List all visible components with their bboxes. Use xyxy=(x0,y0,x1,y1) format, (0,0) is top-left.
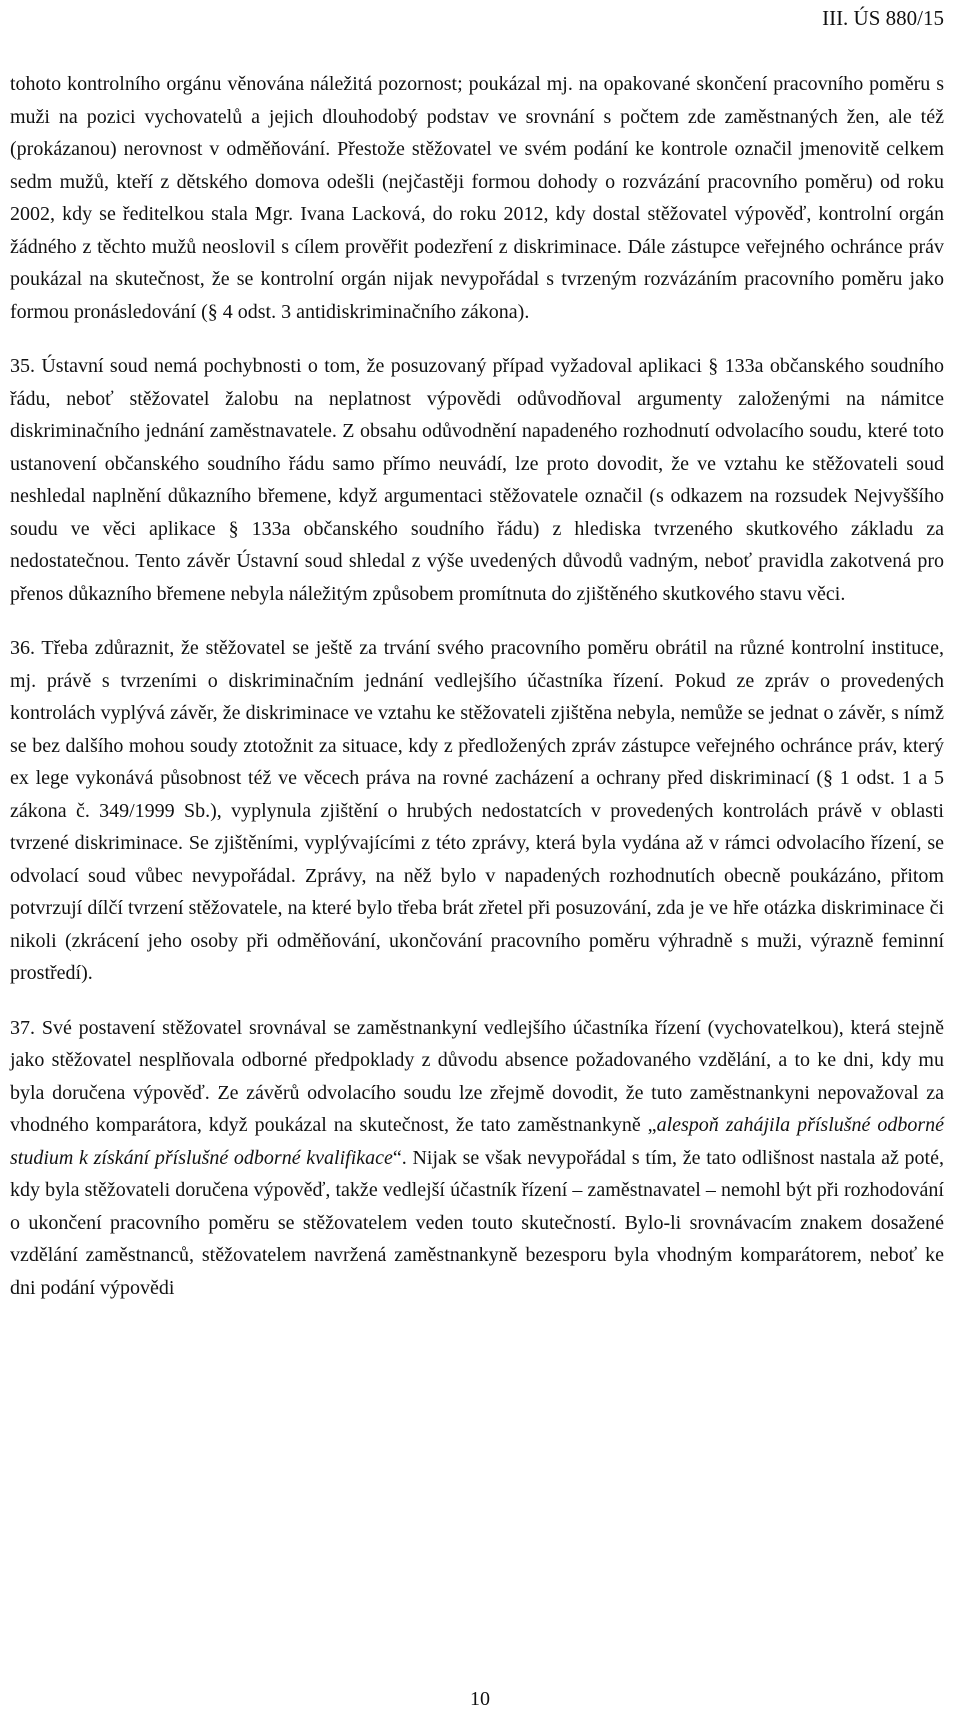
document-body xyxy=(10,68,944,1304)
paragraph-continuation: tohoto kontrolního orgánu věnována náležitá pozornost; poukázal mj. na opakované skončení pracovního poměru s muži na pozici vychovatelů a jejich dlouhodobý podstav ve srovnání s počtem zde zaměstnaných žen, ale též (prokázanou) nerovnost v odměňování. Přestože stěžovatel ve svém podání ke kontrole označil jmenovitě celkem sedm mužů, kteří z dětského domova odešli (nejčastěji formou dohody o rozvázání pracovního poměru) od roku 2002, kdy se ředitelkou stala Mgr. Ivana Lacková, do roku 2012, kdy dostal stěžovatel výpověď, kontrolní orgán žádného z těchto mužů neoslovil s cílem prověřit podezření z diskriminace. Dále zástupce veřejného ochránce práv poukázal na skutečnost, že se kontrolní orgán nijak nevypořádal s tvrzeným rozvázáním pracovního poměru jako formou pronásledování (§ 4 odst. 3 antidiskriminačního zákona). xyxy=(10,73,944,323)
case-number-header: III. ÚS 880/15 xyxy=(822,6,944,30)
paragraph-37-quote: alespoň zahájila příslušné odborné studium k získání příslušné odborné kvalifikace xyxy=(10,1114,945,1169)
paragraph-37 xyxy=(10,1012,944,1305)
paragraph-35: 35. Ústavní soud nemá pochybnosti o tom, že posuzovaný případ vyžadoval aplikaci § 133a občanského soudního řádu, neboť stěžovatel žalobu na neplatnost výpovědi odůvodňoval argumenty založenými na námitce diskriminačního jednání zaměstnavatele. Z obsahu odůvodnění napadeného rozhodnutí odvolacího soudu, které toto ustanovení občanského soudního řádu samo přímo neuvádí, lze proto dovodit, že ve vztahu ke stěžovateli soud neshledal naplnění důkazního břemene, když argumentaci stěžovatele označil (s odkazem na rozsudek Nejvyššího soudu ve věci aplikace § 133a občanského soudního řádu) z hlediska tvrzeného skutkového základu za nedostatečnou. Tento závěr Ústavní soud shledal z výše uvedených důvodů vadným, neboť pravidla zakotvená pro přenos důkazního břemene nebyla náležitým způsobem promítnuta do zjištěného skutkového stavu věci. xyxy=(10,355,944,605)
paragraph-37-text-after: “. Nijak se však nevypořádal s tím, že tato odlišnost nastala až poté, kdy byla stěžovateli doručena výpověď, takže vedlejší účastník řízení – zaměstnavatel – nemohl být při rozhodování o ukončení pracovního poměru se stěžovatelem veden touto skutečností. Bylo-li srovnávacím znakem dosažené vzdělání zaměstnanců, stěžovatelem navržená zaměstnankyně bezesporu byla vhodným komparátorem, neboť ke dni podání výpovědi xyxy=(10,1146,944,1299)
paragraph-36: 36. Třeba zdůraznit, že stěžovatel se ještě za trvání svého pracovního poměru obrátil na různé kontrolní instituce, mj. právě s tvrzeními o diskriminačním jednání vedlejšího účastníka řízení. Pokud ze zpráv o provedených kontrolách vyplývá závěr, že diskriminace ve vztahu ke stěžovateli zjištěna nebyla, nemůže se jednat o závěr, s nímž se bez dalšího mohou soudy ztotožnit za situace, kdy z předložených zpráv zástupce veřejného ochránce práv, který ex lege vykonává působnost též ve věcech práva na rovné zacházení a ochrany před diskriminací (§ 1 odst. 1 a 5 zákona č. 349/1999 Sb.), vyplynula zjištění o hrubých nedostatcích v provedených kontrolách právě v oblasti tvrzené diskriminace. Se zjištěními, vyplývajícími z této zprávy, která byla vydána až v rámci odvolacího řízení, se odvolací soud vůbec nevypořádal. Zprávy, na něž bylo v napadených rozhodnutích obecně poukázáno, přitom potvrzují dílčí tvrzení stěžovatele, na které bylo třeba brát zřetel při posuzování, zda je ve hře otázka diskriminace či nikoli (zkrácení jeho osoby při odměňování, ukončování pracovního poměru výhradně s muži, výrazně feminní prostředí). xyxy=(10,637,944,984)
paragraph-37-text-before: 37. Své postavení stěžovatel srovnával se zaměstnankyní vedlejšího účastníka řízení (vychovatelkou), která stejně jako stěžovatel nesplňovala odborné předpoklady z důvodu absence požadovaného vzdělání, a to ke dni, kdy mu byla doručena výpověď. Ze závěrů odvolacího soudu lze zřejmě dovodit, že tuto zaměstnankyni nepovažoval za vhodného komparátora, když poukázal na skutečnost, že tato zaměstnankyně „ xyxy=(10,1016,944,1136)
page-number: 10 xyxy=(470,1688,490,1710)
